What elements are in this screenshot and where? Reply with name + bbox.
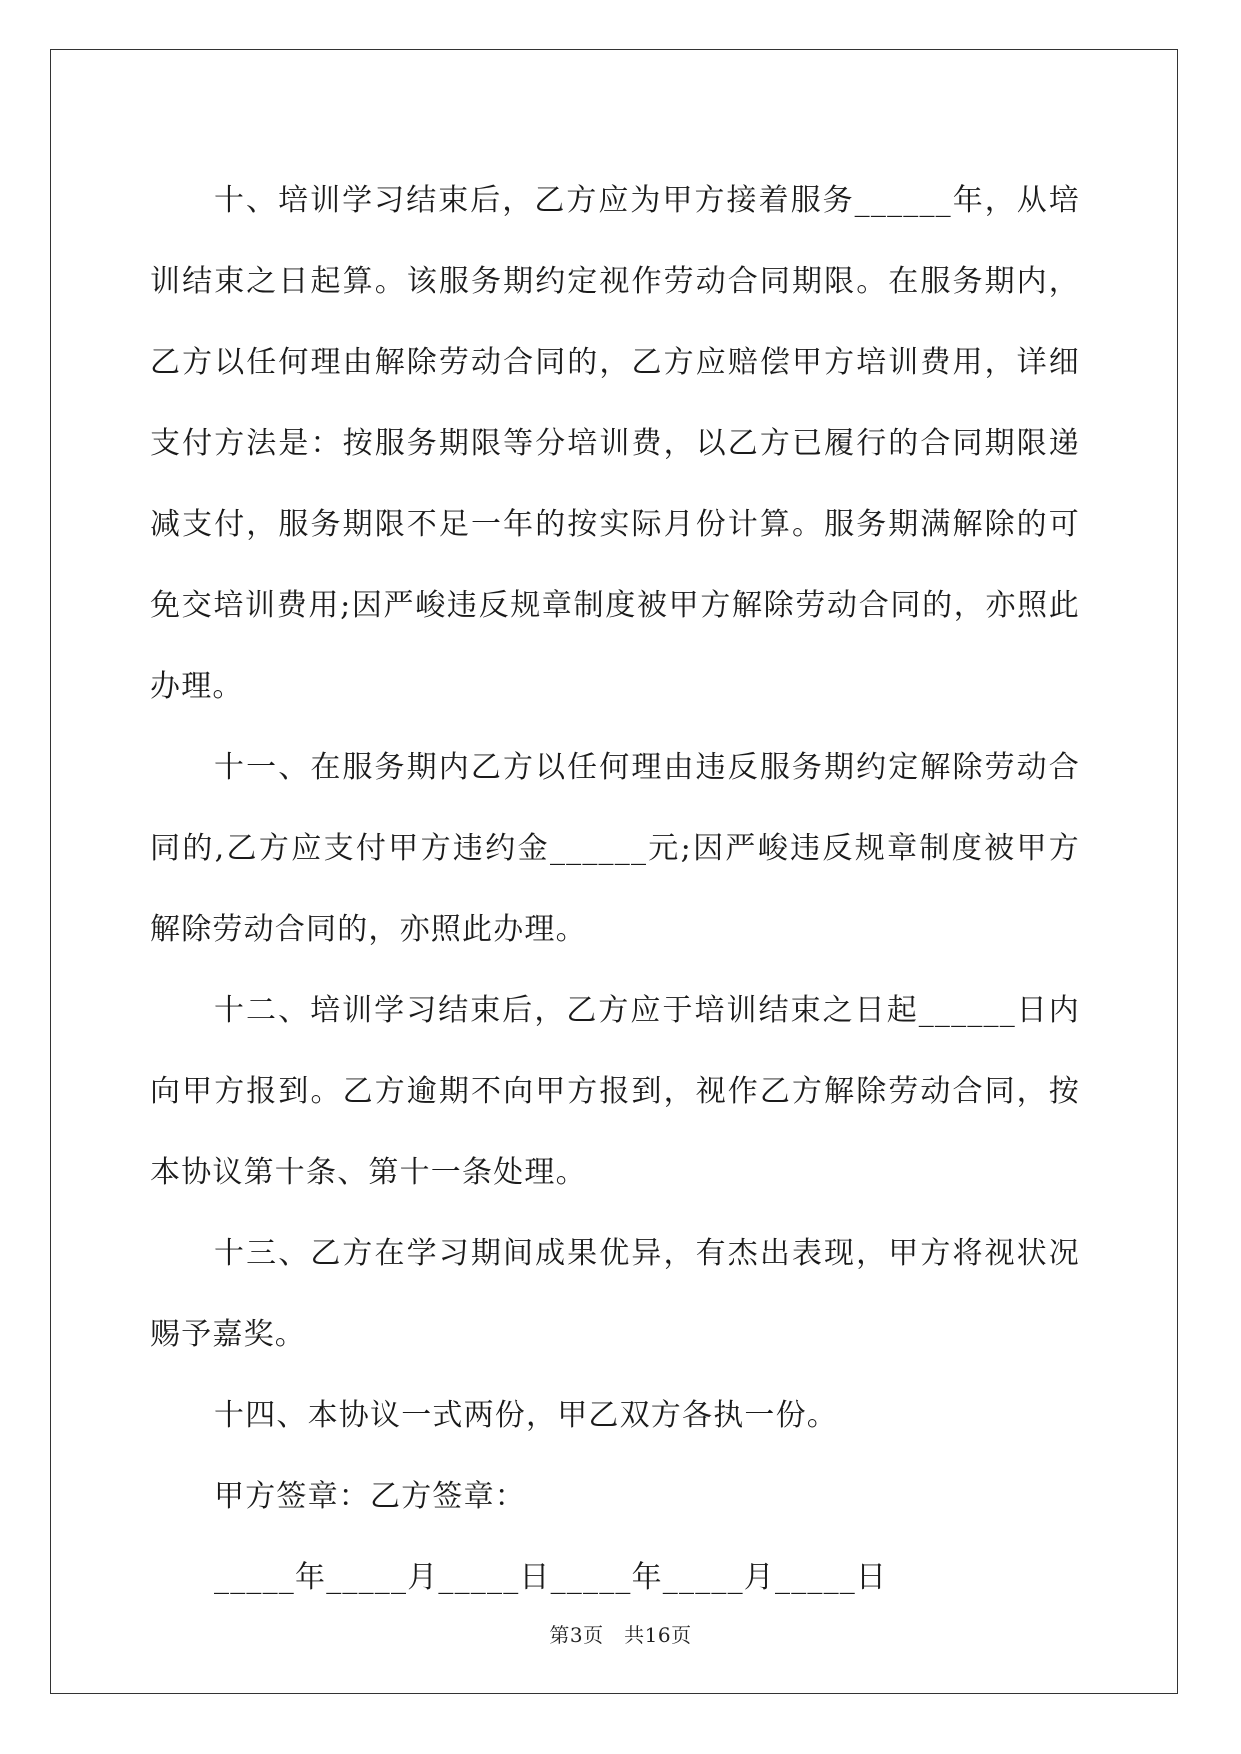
signature-line: 甲方签章：乙方签章： [214, 1479, 526, 1514]
page-number: 第3页 共16页 [549, 1623, 692, 1647]
clause-13: 十三、乙方在学习期间成果优异，有杰出表现，甲方将视状况赐予嘉奖。 [150, 1236, 1080, 1352]
document-body [150, 160, 1080, 1618]
clause-12: 十二、培训学习结束后，乙方应于培训结束之日起______日内向甲方报到。乙方逾期不向甲方报到，视作乙方解除劳动合同，按本协议第十条、第十一条处理。 [150, 993, 1080, 1190]
clause-11: 十一、在服务期内乙方以任何理由违反服务期约定解除劳动合同的,乙方应支付甲方违约金______元;因严峻违反规章制度被甲方解除劳动合同的，亦照此办理。 [150, 750, 1080, 947]
clause-10: 十、培训学习结束后，乙方应为甲方接着服务______年，从培训结束之日起算。该服务期约定视作劳动合同期限。在服务期内，乙方以任何理由解除劳动合同的，乙方应赔偿甲方培训费用，详细支付方法是：按服务期限等分培训费，以乙方已履行的合同期限递减支付，服务期限不足一年的按实际月份计算。服务期满解除的可免交培训费用;因严峻违反规章制度被甲方解除劳动合同的，亦照此办理。 [150, 183, 1080, 704]
clause-14: 十四、本协议一式两份，甲乙双方各执一份。 [214, 1398, 838, 1433]
date-line: _____年_____月_____日_____年_____月_____日 [214, 1560, 888, 1595]
